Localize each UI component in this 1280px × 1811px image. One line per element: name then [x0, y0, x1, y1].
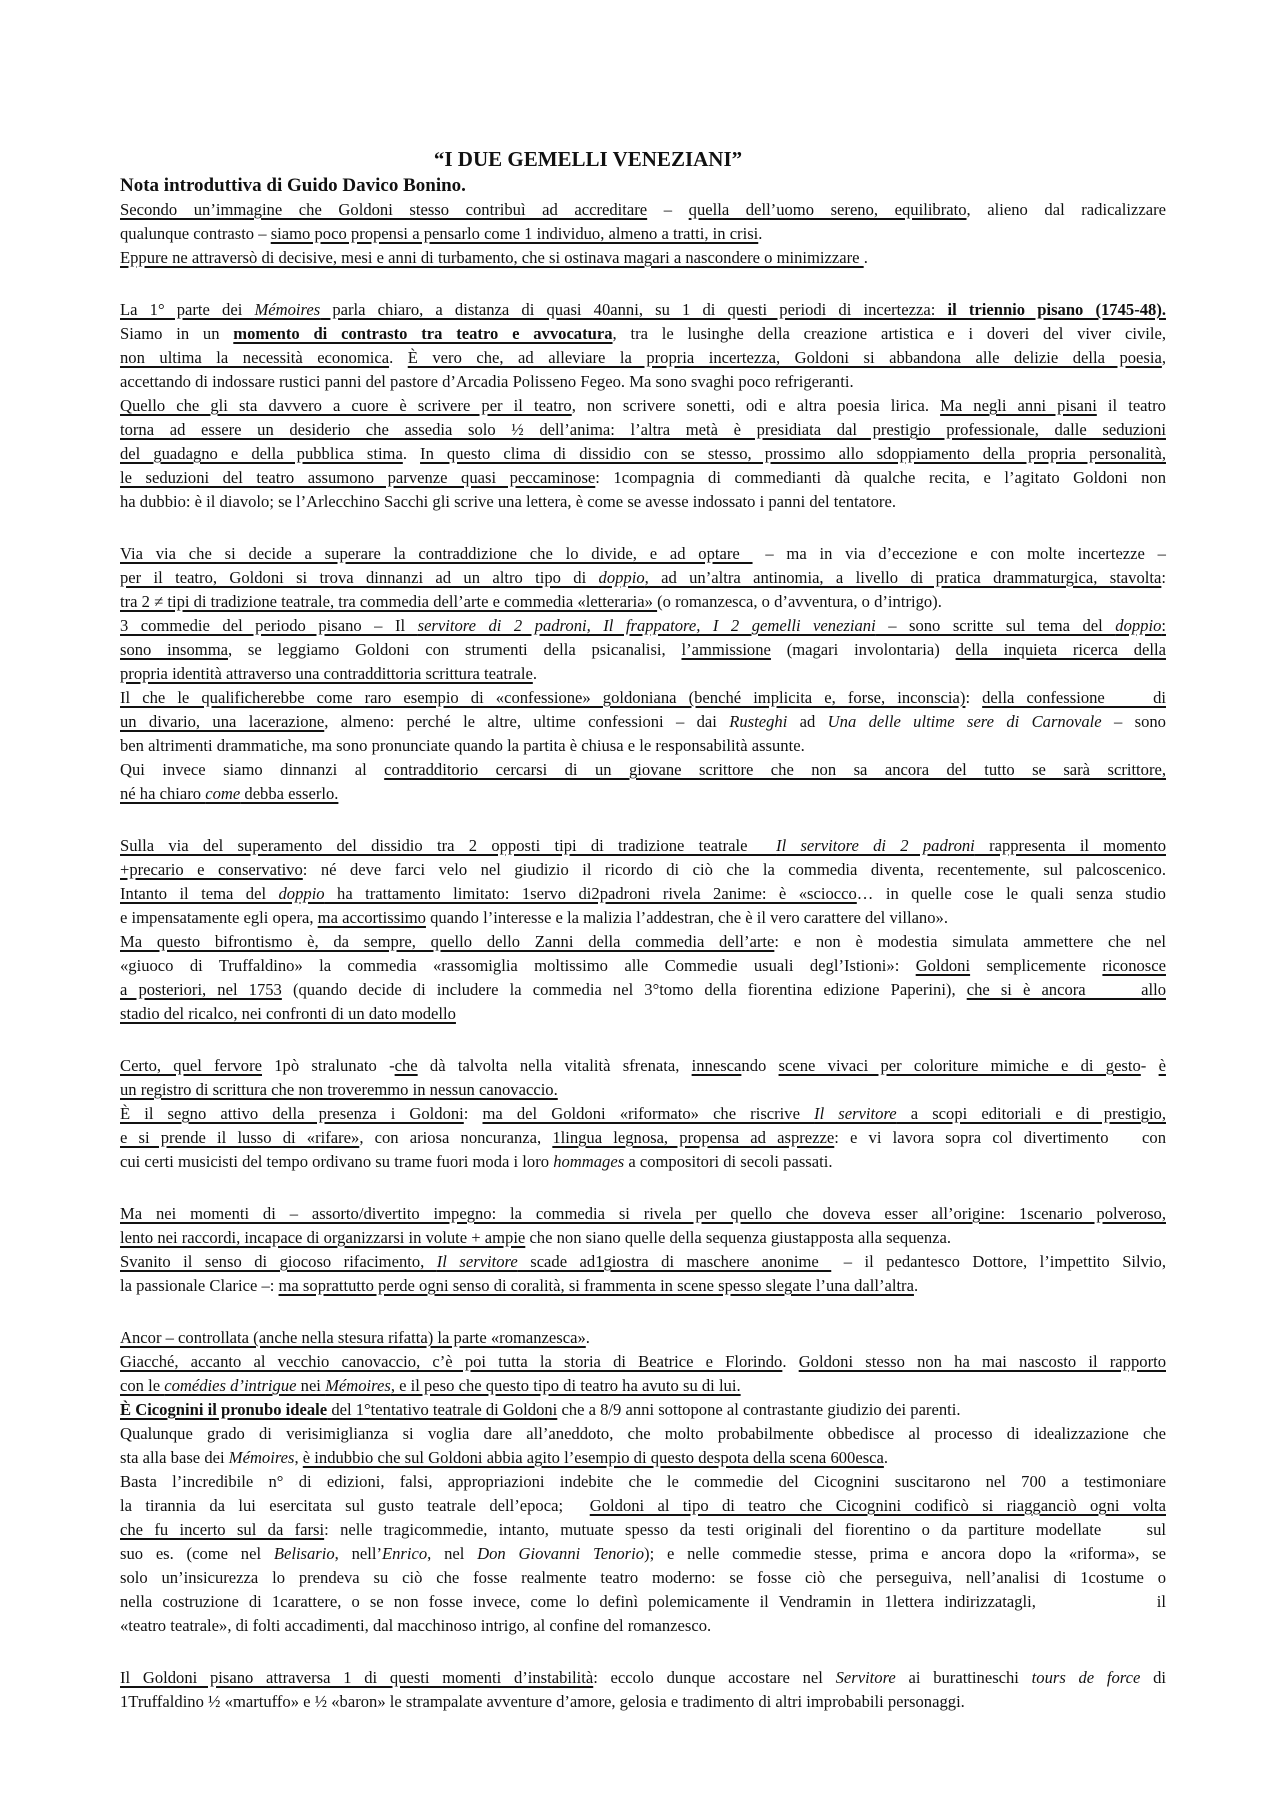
- text-run: .: [913, 1276, 919, 1295]
- text-run: «giuoco di Truffaldino» la commedia «rassomiglia moltissimo alle Commedie usuali degl’Istioni»:: [120, 956, 916, 975]
- text-line: [120, 298, 1166, 322]
- paragraph-break: [120, 1174, 1166, 1202]
- text-run: : eccolo dunque accostare nel: [593, 1668, 836, 1687]
- text-line: [120, 1274, 1166, 1298]
- text-run: , nell’: [334, 1544, 382, 1563]
- text-line: [120, 1126, 1166, 1150]
- underlined-text: 3 commedie del periodo pisano – Il: [120, 616, 418, 635]
- text-line: [120, 1470, 1166, 1494]
- text-line: [120, 978, 1166, 1002]
- text-run: .: [863, 248, 868, 267]
- text-run: : e non è modestia simulata ammettere che nel: [774, 932, 1167, 951]
- text-line: [120, 1590, 1166, 1614]
- underlined-text: ha trattamento limitato: 1servo di2padroni rivela 2anime: è «sciocco: [324, 884, 857, 903]
- text-line: [120, 346, 1166, 370]
- underlined-text: La 1° parte dei: [120, 300, 255, 319]
- text-run: Una delle ultime sere di Carnovale: [827, 712, 1102, 731]
- underlined-text: le seduzioni del teatro assumono parvenze quasi peccaminose: [120, 468, 596, 487]
- underlined-text: doppio: [278, 884, 325, 903]
- document-title: “I DUE GEMELLI VENEZIANI”: [433, 147, 743, 171]
- text-line: [120, 1102, 1166, 1126]
- underlined-text: Ma nei momenti di – assorto/divertito impegno: la commedia si rivela per quello che doveva esser all’origine: 1scenario polveroso,: [120, 1204, 1166, 1223]
- underlined-text: 1lingua legnosa, propensa ad asprezze: [552, 1128, 835, 1147]
- text-run: –: [647, 200, 689, 219]
- underlined-text: che: [394, 1056, 418, 1075]
- text-line: [120, 882, 1166, 906]
- text-run: ha dubbio: è il diavolo; se l’Arlecchino Sacchi gli scrive una lettera, è come se avesse indossato i panni del tentatore.: [120, 492, 896, 511]
- text-line: [120, 370, 1166, 394]
- underlined-text: né ha chiaro: [120, 784, 206, 803]
- text-run: a compositori di secoli passati.: [624, 1152, 833, 1171]
- underlined-text: che fu incerto sul da farsi: [120, 1520, 325, 1539]
- paragraph-break: [120, 1026, 1166, 1054]
- text-run: -: [1140, 1056, 1159, 1075]
- text-run: Qualunque grado di verisimiglianza si voglia dare all’aneddoto, che molto probabilmente obbedisce al processo di idealizzazione che: [120, 1424, 1166, 1443]
- text-line: [120, 1374, 1166, 1398]
- text-line: [120, 490, 1166, 514]
- underlined-text: del guadagno e della pubblica stima: [120, 444, 403, 463]
- underlined-text: In questo clima di dissidio con se stesso, prossimo allo sdoppiamento della propria personalità,: [420, 444, 1166, 463]
- underlined-text: il triennio pisano (1745-48).: [947, 300, 1166, 319]
- text-run: il teatro: [1096, 396, 1166, 415]
- underlined-text: un registro di scrittura che non troveremmo in nessun canovaccio.: [120, 1080, 558, 1099]
- text-line: [120, 1614, 1166, 1638]
- text-line: [120, 442, 1166, 466]
- paragraph-break: [120, 806, 1166, 834]
- underlined-text: , e il peso che questo tipo di teatro ha avuto su di lui.: [390, 1376, 741, 1395]
- text-run: ); e nelle commedie stesse, prima e ancora dopo la «riforma», se: [644, 1544, 1166, 1563]
- text-run: che non siano quelle della sequenza giustapposta alla sequenza.: [525, 1228, 952, 1247]
- underlined-text: È Cicognini il pronubo ideale: [120, 1400, 328, 1419]
- text-run: , con ariosa noncuranza,: [359, 1128, 553, 1147]
- text-run: Servitore: [835, 1668, 896, 1687]
- text-run: , non scrivere sonetti, odi e altra poesia lirica.: [571, 396, 941, 415]
- text-run: che a 8/9 anni sottopone al contrastante giudizio dei parenti.: [557, 1400, 961, 1419]
- underlined-text: Ma questo bifrontismo è, da sempre, quello dello Zanni della commedia dell’arte: [120, 932, 775, 951]
- underlined-text: e si prende il lusso di «rifare»: [120, 1128, 360, 1147]
- text-run: , almeno: perché le altre, ultime confessioni – dai: [324, 712, 730, 731]
- text-line: [120, 834, 1166, 858]
- text-line: [120, 418, 1166, 442]
- text-line: [120, 638, 1166, 662]
- underlined-text: Goldoni: [915, 956, 971, 975]
- text-run: Qui invece siamo dinnanzi al: [120, 760, 385, 779]
- underlined-text: del 1°tentativo teatrale di Goldoni: [327, 1400, 558, 1419]
- text-run: ben altrimenti drammatiche, ma sono pronunciate quando la partita è chiusa e le responsabilità assunte.: [120, 736, 805, 755]
- text-run: Mémoires: [228, 1448, 295, 1467]
- text-run: (quando decide di includere la commedia nel 3°tomo della fiorentina edizione Paperini),: [281, 980, 967, 999]
- text-run: dà talvolta nella vitalità sfrenata,: [417, 1056, 692, 1075]
- underlined-text: a posteriori, nel 1753: [120, 980, 282, 999]
- underlined-text: Via via che si decide a superare la contraddizione che lo divide, e ad optare: [120, 544, 753, 563]
- underlined-text: Svanito il senso di giocoso rifacimento,: [120, 1252, 437, 1271]
- text-run: .: [883, 1448, 889, 1467]
- text-run: ,: [1161, 348, 1167, 367]
- text-line: [120, 1002, 1166, 1026]
- text-line: [120, 1446, 1166, 1470]
- text-line: [120, 686, 1166, 710]
- text-line: [120, 734, 1166, 758]
- text-line: [120, 1398, 1166, 1422]
- underlined-text: siamo poco propensi a pensarlo come 1 individuo, almeno a tratti, in crisi: [270, 224, 759, 243]
- text-run: Enrico: [382, 1544, 428, 1563]
- text-run: di: [1140, 1668, 1166, 1687]
- underlined-text: innesca: [691, 1056, 742, 1075]
- text-line: [120, 566, 1166, 590]
- text-run: la tirannia da lui esercitata sul gusto teatrale dell’epoca;: [120, 1496, 590, 1515]
- underlined-text: con le: [120, 1376, 165, 1395]
- underlined-text: Il Goldoni pisano attraversa 1 di questi momenti d’instabilità: [120, 1668, 594, 1687]
- text-run: la passionale Clarice –:: [120, 1276, 279, 1295]
- text-line: [120, 1202, 1166, 1226]
- underlined-text: :: [1161, 616, 1166, 635]
- text-run: : né deve farci velo nel giudizio il ricordo di ciò che la commedia diventa, recentemente, sul palcoscenico.: [302, 860, 1167, 879]
- underlined-text: Secondo un’immagine che Goldoni stesso contribuì ad accreditare: [120, 200, 648, 219]
- underlined-text: della inquieta ricerca della: [955, 640, 1167, 659]
- text-line: [120, 1494, 1166, 1518]
- underlined-text: , ad un’altra antinomia, a livello di pratica drammaturgica, stavolta: [644, 568, 1162, 587]
- text-line: [120, 758, 1166, 782]
- text-line: [120, 1250, 1166, 1274]
- text-run: «teatro teatrale», di folti accadimenti, dal macchinoso intrigo, al confine del romanzesco.: [120, 1616, 712, 1635]
- text-line: [120, 542, 1166, 566]
- document-subtitle: Nota introduttiva di Guido Davico Bonino.: [120, 175, 466, 196]
- underlined-text: È vero che, ad alleviare la propria incertezza, Goldoni si abbandona alle delizie della poesia: [407, 348, 1162, 367]
- text-run: .: [782, 1352, 799, 1371]
- text-run: .: [389, 348, 408, 367]
- underlined-text: è: [1158, 1056, 1166, 1075]
- underlined-text: servitore di 2 padroni, Il frappatore, I 2 gemelli veneziani: [417, 616, 876, 635]
- text-line: [120, 614, 1166, 638]
- underlined-text: tra 2 ≠ tipi di tradizione teatrale, tra commedia dell’arte e commedia «letteraria»: [120, 592, 658, 611]
- text-run: : 1compagnia di commedianti dà qualche recita, e l’agitato Goldoni non: [595, 468, 1166, 487]
- text-line: [120, 222, 1166, 246]
- text-run: tours de force: [1031, 1668, 1141, 1687]
- text-run: … in quelle cose le quali senza studio: [856, 884, 1166, 903]
- underlined-text: come: [205, 784, 241, 803]
- text-run: ,: [294, 1448, 303, 1467]
- underlined-text: propria identità attraverso una contraddittoria scrittura teatrale: [120, 664, 533, 683]
- text-line: [120, 1078, 1166, 1102]
- underlined-text: è indubbio che sul Goldoni abbia agito l’esempio di questo despota della scena 600esca: [302, 1448, 884, 1467]
- text-run: qualunque contrasto –: [120, 224, 271, 243]
- text-run: (o romanzesca, o d’avventura, o d’intrigo).: [657, 592, 942, 611]
- text-run: .: [402, 444, 421, 463]
- underlined-text: Certo, quel fervore: [120, 1056, 262, 1075]
- text-run: , tra le lusinghe della creazione artistica e i doveri del viver civile,: [612, 324, 1166, 343]
- underlined-text: debba esserlo.: [240, 784, 339, 803]
- text-line: [120, 1542, 1166, 1566]
- underlined-text: +precario e conservativo: [120, 860, 303, 879]
- underlined-text: Goldoni stesso non ha mai nascosto il rapporto: [798, 1352, 1166, 1371]
- text-run: : e vi lavora sopra col divertimento con: [834, 1128, 1167, 1147]
- text-run: Belisario: [273, 1544, 335, 1563]
- text-line: [120, 954, 1166, 978]
- text-run: – ma in via d’eccezione e con molte incertezze –: [752, 544, 1166, 563]
- text-line: [120, 1226, 1166, 1250]
- text-line: [120, 394, 1166, 418]
- underlined-text: non ultima la necessità economica: [120, 348, 390, 367]
- underlined-text: Intanto il tema del: [120, 884, 279, 903]
- text-run: ad: [787, 712, 828, 731]
- text-line: [120, 930, 1166, 954]
- underlined-text: Ancor – controllata (anche nella stesura rifatta) la parte «romanzesca»: [120, 1328, 586, 1347]
- text-run: , nel: [427, 1544, 478, 1563]
- text-run: accettando di indossare rustici panni del pastore d’Arcadia Polisseno Fegeo. Ma sono svaghi poco refrigeranti.: [120, 372, 854, 391]
- text-run: e impensatamente egli opera,: [120, 908, 318, 927]
- underlined-text: per il teatro, Goldoni si trova dinnanzi ad un altro tipo di: [120, 568, 599, 587]
- paragraph-break: [120, 1298, 1166, 1326]
- underlined-text: È il segno attivo della presenza i Goldoni: [120, 1104, 464, 1123]
- paragraph-break: [120, 270, 1166, 298]
- text-run: 1pò stralunato -: [262, 1056, 395, 1075]
- text-line: [120, 858, 1166, 882]
- underlined-text: Mémoires: [325, 1376, 391, 1395]
- underlined-text: Il servitore di 2 padroni: [776, 836, 975, 855]
- underlined-text: a scopi editoriali e di prestigio,: [896, 1104, 1166, 1123]
- text-line: [120, 782, 1166, 806]
- underlined-text: Mémoires: [254, 300, 321, 319]
- text-run: , alieno dal radicalizzare: [966, 200, 1167, 219]
- text-run: ndo: [741, 1056, 779, 1075]
- underlined-text: ma del Goldoni «riformato» che riscrive: [482, 1104, 815, 1123]
- underlined-text: quella dell’uomo sereno, equilibrato: [688, 200, 967, 219]
- text-run: , se leggiamo Goldoni con strumenti della psicanalisi,: [227, 640, 682, 659]
- underlined-text: Goldoni al tipo di teatro che Cicognini codificò si riagganciò ogni volta: [589, 1496, 1166, 1515]
- underlined-text: Il che le qualificherebbe come raro esempio di «confessione» goldoniana (benché implicita e, forse, inconscia): [120, 688, 966, 707]
- text-line: [120, 906, 1166, 930]
- underlined-text: stadio del ricalco, nei confronti di un dato modello: [120, 1004, 456, 1023]
- text-run: Basta l’incredibile n° di edizioni, falsi, appropriazioni indebite che le commedie del Cicognini suscitarono nel 700 a testimoniare: [120, 1472, 1166, 1491]
- text-line: [120, 1518, 1166, 1542]
- underlined-text: comédies d’intrigue: [164, 1376, 297, 1395]
- document-body: [120, 198, 1166, 1714]
- text-line: [120, 322, 1166, 346]
- text-run: sta alla base dei: [120, 1448, 229, 1467]
- text-run: solo un’insicurezza lo prendeva su ciò che fosse realmente teatro moderno: se fosse ciò che perseguiva, nell’analisi di 1costume o: [120, 1568, 1166, 1587]
- underlined-text: – sono scritte sul tema del: [875, 616, 1116, 635]
- text-line: [120, 1350, 1166, 1374]
- underlined-text: Giacché, accanto al vecchio canovaccio, c’è poi tutta la storia di Beatrice e Florindo: [120, 1352, 783, 1371]
- underlined-text: contradditorio cercarsi di un giovane scrittore che non sa ancora del tutto se sarà scrittore,: [384, 760, 1167, 779]
- underlined-text: rappresenta il momento: [974, 836, 1166, 855]
- text-run: – sono: [1101, 712, 1166, 731]
- underlined-text: doppio: [598, 568, 645, 587]
- text-run: .: [532, 664, 537, 683]
- underlined-text: ma accortissimo: [317, 908, 426, 927]
- underlined-text: lento nei raccordi, incapace di organizzarsi in volute + ampie: [120, 1228, 526, 1247]
- text-run: quando l’interesse e la malizia l’addestran, che è il vero carattere del villano».: [425, 908, 948, 927]
- text-run: :: [1161, 568, 1166, 587]
- text-run: .: [585, 1328, 590, 1347]
- underlined-text: ma soprattutto perde ogni senso di coralità, si frammenta in scene spesso slegate l’una dall’altra: [278, 1276, 914, 1295]
- underlined-text: Quello che gli sta davvero a cuore è scrivere per il teatro: [120, 396, 572, 415]
- text-run: – il pedantesco Dottore, l’impettito Silvio,: [831, 1252, 1166, 1271]
- text-line: [120, 1326, 1166, 1350]
- document-page: [120, 146, 1166, 1714]
- underlined-text: che si è ancora allo: [966, 980, 1166, 999]
- text-line: [120, 662, 1166, 686]
- text-run: 1Truffaldino ½ «martuffo» e ½ «baron» le strampalate avventure d’amore, gelosia e tradimento di altri improbabili personaggi.: [120, 1692, 965, 1711]
- text-run: (magari involontaria): [770, 640, 956, 659]
- text-line: [120, 1690, 1166, 1714]
- text-run: :: [965, 688, 983, 707]
- text-run: Siamo in un: [120, 324, 234, 343]
- underlined-text: scene vivaci per coloriture mimiche e di gesto: [778, 1056, 1141, 1075]
- text-run: Rusteghi: [729, 712, 788, 731]
- text-run: : nelle tragicommedie, intanto, mutuate spesso da testi originali del fiorentino o da partiture modellate sul: [324, 1520, 1166, 1539]
- text-run: .: [758, 224, 763, 243]
- underlined-text: nei: [296, 1376, 326, 1395]
- text-run: suo es. (come nel: [120, 1544, 274, 1563]
- underlined-text: l’ammissione: [681, 640, 771, 659]
- paragraph-break: [120, 514, 1166, 542]
- text-run: ai burattineschi: [895, 1668, 1032, 1687]
- underlined-text: Ma negli anni pisani: [940, 396, 1097, 415]
- underlined-text: momento di contrasto tra teatro e avvocatura: [233, 324, 613, 343]
- underlined-text: della confessione di: [982, 688, 1166, 707]
- underlined-text: Eppure ne attraversò di decisive, mesi e anni di turbamento, che si ostinava magari a nascondere o minimizzare: [120, 248, 864, 267]
- underlined-text: Sulla via del superamento del dissidio tra 2 opposti tipi di tradizione teatrale: [120, 836, 777, 855]
- text-run: semplicemente: [970, 956, 1103, 975]
- underlined-text: sono insomma: [120, 640, 228, 659]
- underlined-text: doppio: [1115, 616, 1162, 635]
- underlined-text: scade ad1giostra di maschere anonime: [517, 1252, 832, 1271]
- text-line: [120, 466, 1166, 490]
- text-line: [120, 1150, 1166, 1174]
- text-line: [120, 246, 1166, 270]
- text-line: [120, 590, 1166, 614]
- text-line: [120, 198, 1166, 222]
- text-run: Don Giovanni Tenorio: [477, 1544, 645, 1563]
- underlined-text: Il servitore: [814, 1104, 897, 1123]
- text-run: :: [463, 1104, 483, 1123]
- underlined-text: un divario, una lacerazione: [120, 712, 325, 731]
- text-run: hommages: [553, 1152, 625, 1171]
- text-line: [120, 1054, 1166, 1078]
- text-line: [120, 1566, 1166, 1590]
- underlined-text: riconosce: [1102, 956, 1166, 975]
- text-line: [120, 710, 1166, 734]
- text-run: cui certi musicisti del tempo ordivano su trame fuori moda i loro: [120, 1152, 554, 1171]
- underlined-text: torna ad essere un desiderio che assedia solo ½ dell’anima: l’altra metà è presidiata dal prestigio professionale, dalle seduzioni: [120, 420, 1166, 439]
- underlined-text: Il servitore: [436, 1252, 518, 1271]
- paragraph-break: [120, 1638, 1166, 1666]
- text-run: nella costruzione di 1carattere, o se non fosse invece, come lo definì polemicamente il Vendramin in 1lettera indirizzatagli, il: [120, 1592, 1166, 1611]
- underlined-text: parla chiaro, a distanza di quasi 40anni, su 1 di questi periodi di incertezza:: [320, 300, 948, 319]
- text-line: [120, 1666, 1166, 1690]
- text-line: [120, 1422, 1166, 1446]
